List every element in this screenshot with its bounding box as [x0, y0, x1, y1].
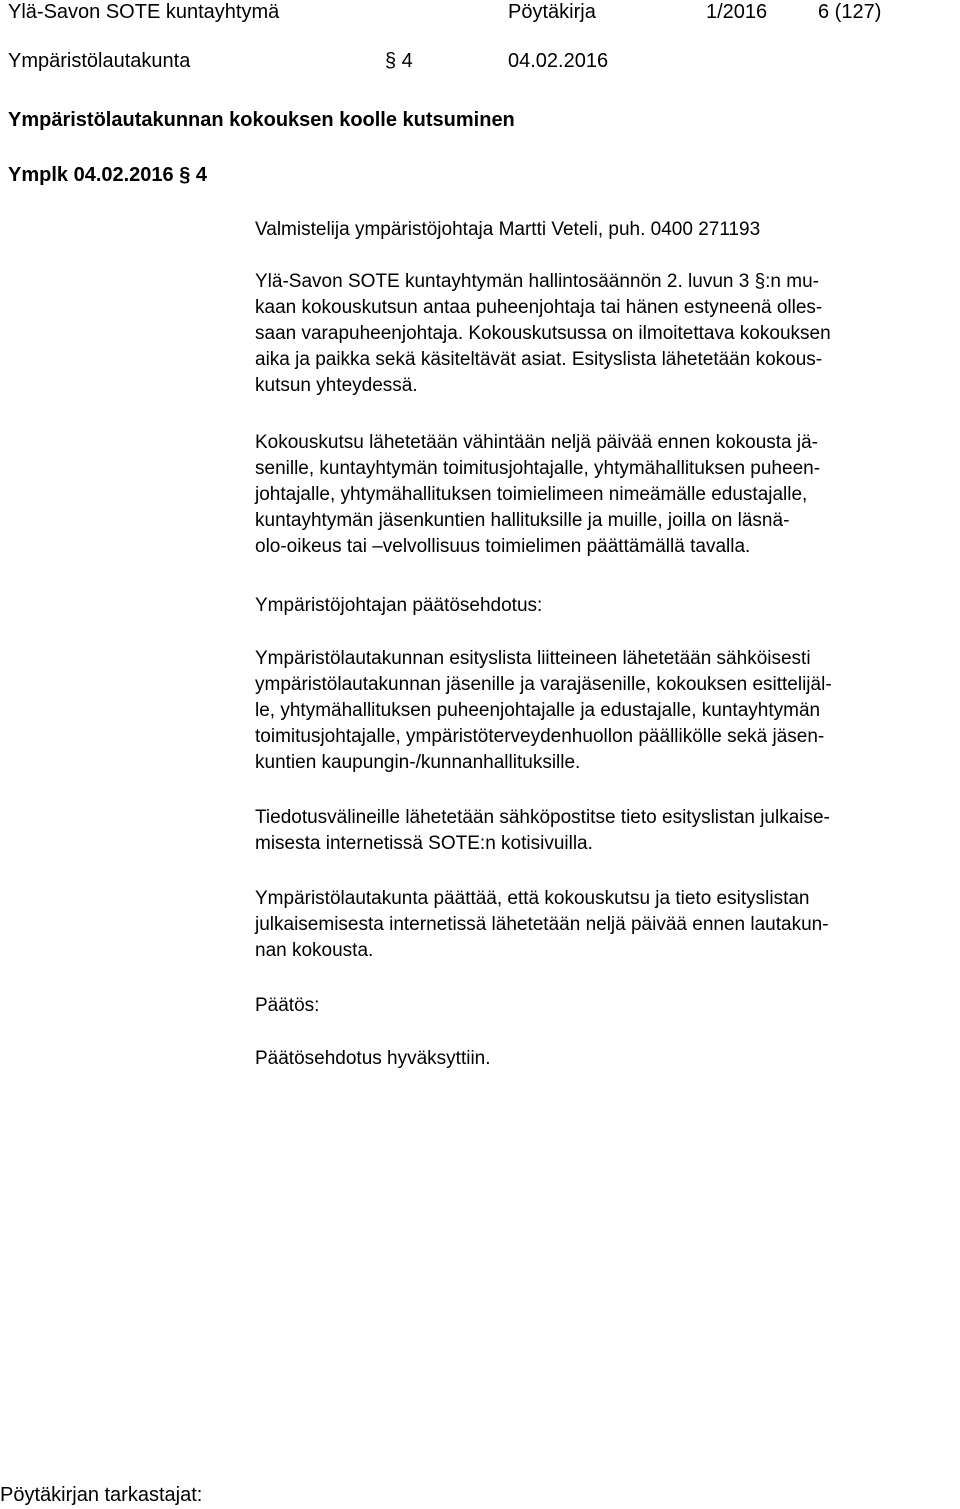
proposal-paragraph-media: Tiedotusvälineille lähetetään sähköpostitse tieto esityslistan julkaise- misesta internetissä SOTE:n kotisivuilla.: [255, 807, 830, 854]
decision-heading: Päätös:: [255, 995, 320, 1016]
board-name: Ympäristölautakunta: [8, 50, 191, 72]
paragraph-invitation: Kokouskutsu lähetetään vähintään neljä päivää ennen kokousta jä- senille, kuntayhtymän toimitusjohtajalle, yhtymähallituksen puheen- johtajalle, yhtymähallituksen toimielimeen nimeämälle edustajalle, kuntayhtymän jäsenkuntien hallituksille ja muille, joilla on läsnä- olo-oikeus tai –velvollisuus toimielimen päättämällä tavalla.: [255, 432, 821, 557]
item-title: Ympäristölautakunnan kokouksen koolle kutsuminen: [8, 109, 515, 131]
proposal-heading: Ympäristöjohtajan päätösehdotus:: [255, 595, 543, 616]
section-number: § 4: [385, 50, 413, 72]
proposal-paragraph-distribution: Ympäristölautakunnan esityslista liitteineen lähetetään sähköisesti ympäristölautakunnan jäsenille ja varajäsenille, kokouksen esittelijäl- le, yhtymähallituksen puheenjohtajalle ja edustajalle, kuntayhtymän toimitusjohtajalle, ympäristöterveydenhuollon päällikölle sekä jäsen- kuntien kaupungin-/kunnanhallituksille.: [255, 648, 832, 773]
preparer-line: Valmistelija ympäristöjohtaja Martti Veteli, puh. 0400 271193: [255, 219, 761, 240]
document-number: 1/2016: [706, 1, 768, 23]
proposal-paragraph-decision: Ympäristölautakunta päättää, että kokouskutsu ja tieto esityslistan julkaisemisesta internetissä lähetetään neljä päivää ennen lautakun- nan kokousta.: [255, 888, 829, 961]
meeting-date: 04.02.2016: [508, 50, 609, 72]
document-type: Pöytäkirja: [508, 1, 596, 23]
organization-name: Ylä-Savon SOTE kuntayhtymä: [8, 1, 280, 23]
decision-text: Päätösehdotus hyväksyttiin.: [255, 1048, 491, 1069]
page-number: 6 (127): [818, 1, 882, 23]
minutes-reviewers-label: Pöytäkirjan tarkastajat:: [0, 1484, 203, 1506]
item-reference: Ymplk 04.02.2016 § 4: [8, 164, 208, 186]
paragraph-regulation: Ylä-Savon SOTE kuntayhtymän hallintosäännön 2. luvun 3 §:n mu- kaan kokouskutsun antaa puheenjohtaja tai hänen estyneenä olles- saan varapuheenjohtaja. Kokouskutsussa on ilmoitettava kokouksen aika ja paikka sekä käsiteltävät asiat. Esityslista lähetetään kokous- kutsun yhteydessä.: [255, 271, 831, 396]
